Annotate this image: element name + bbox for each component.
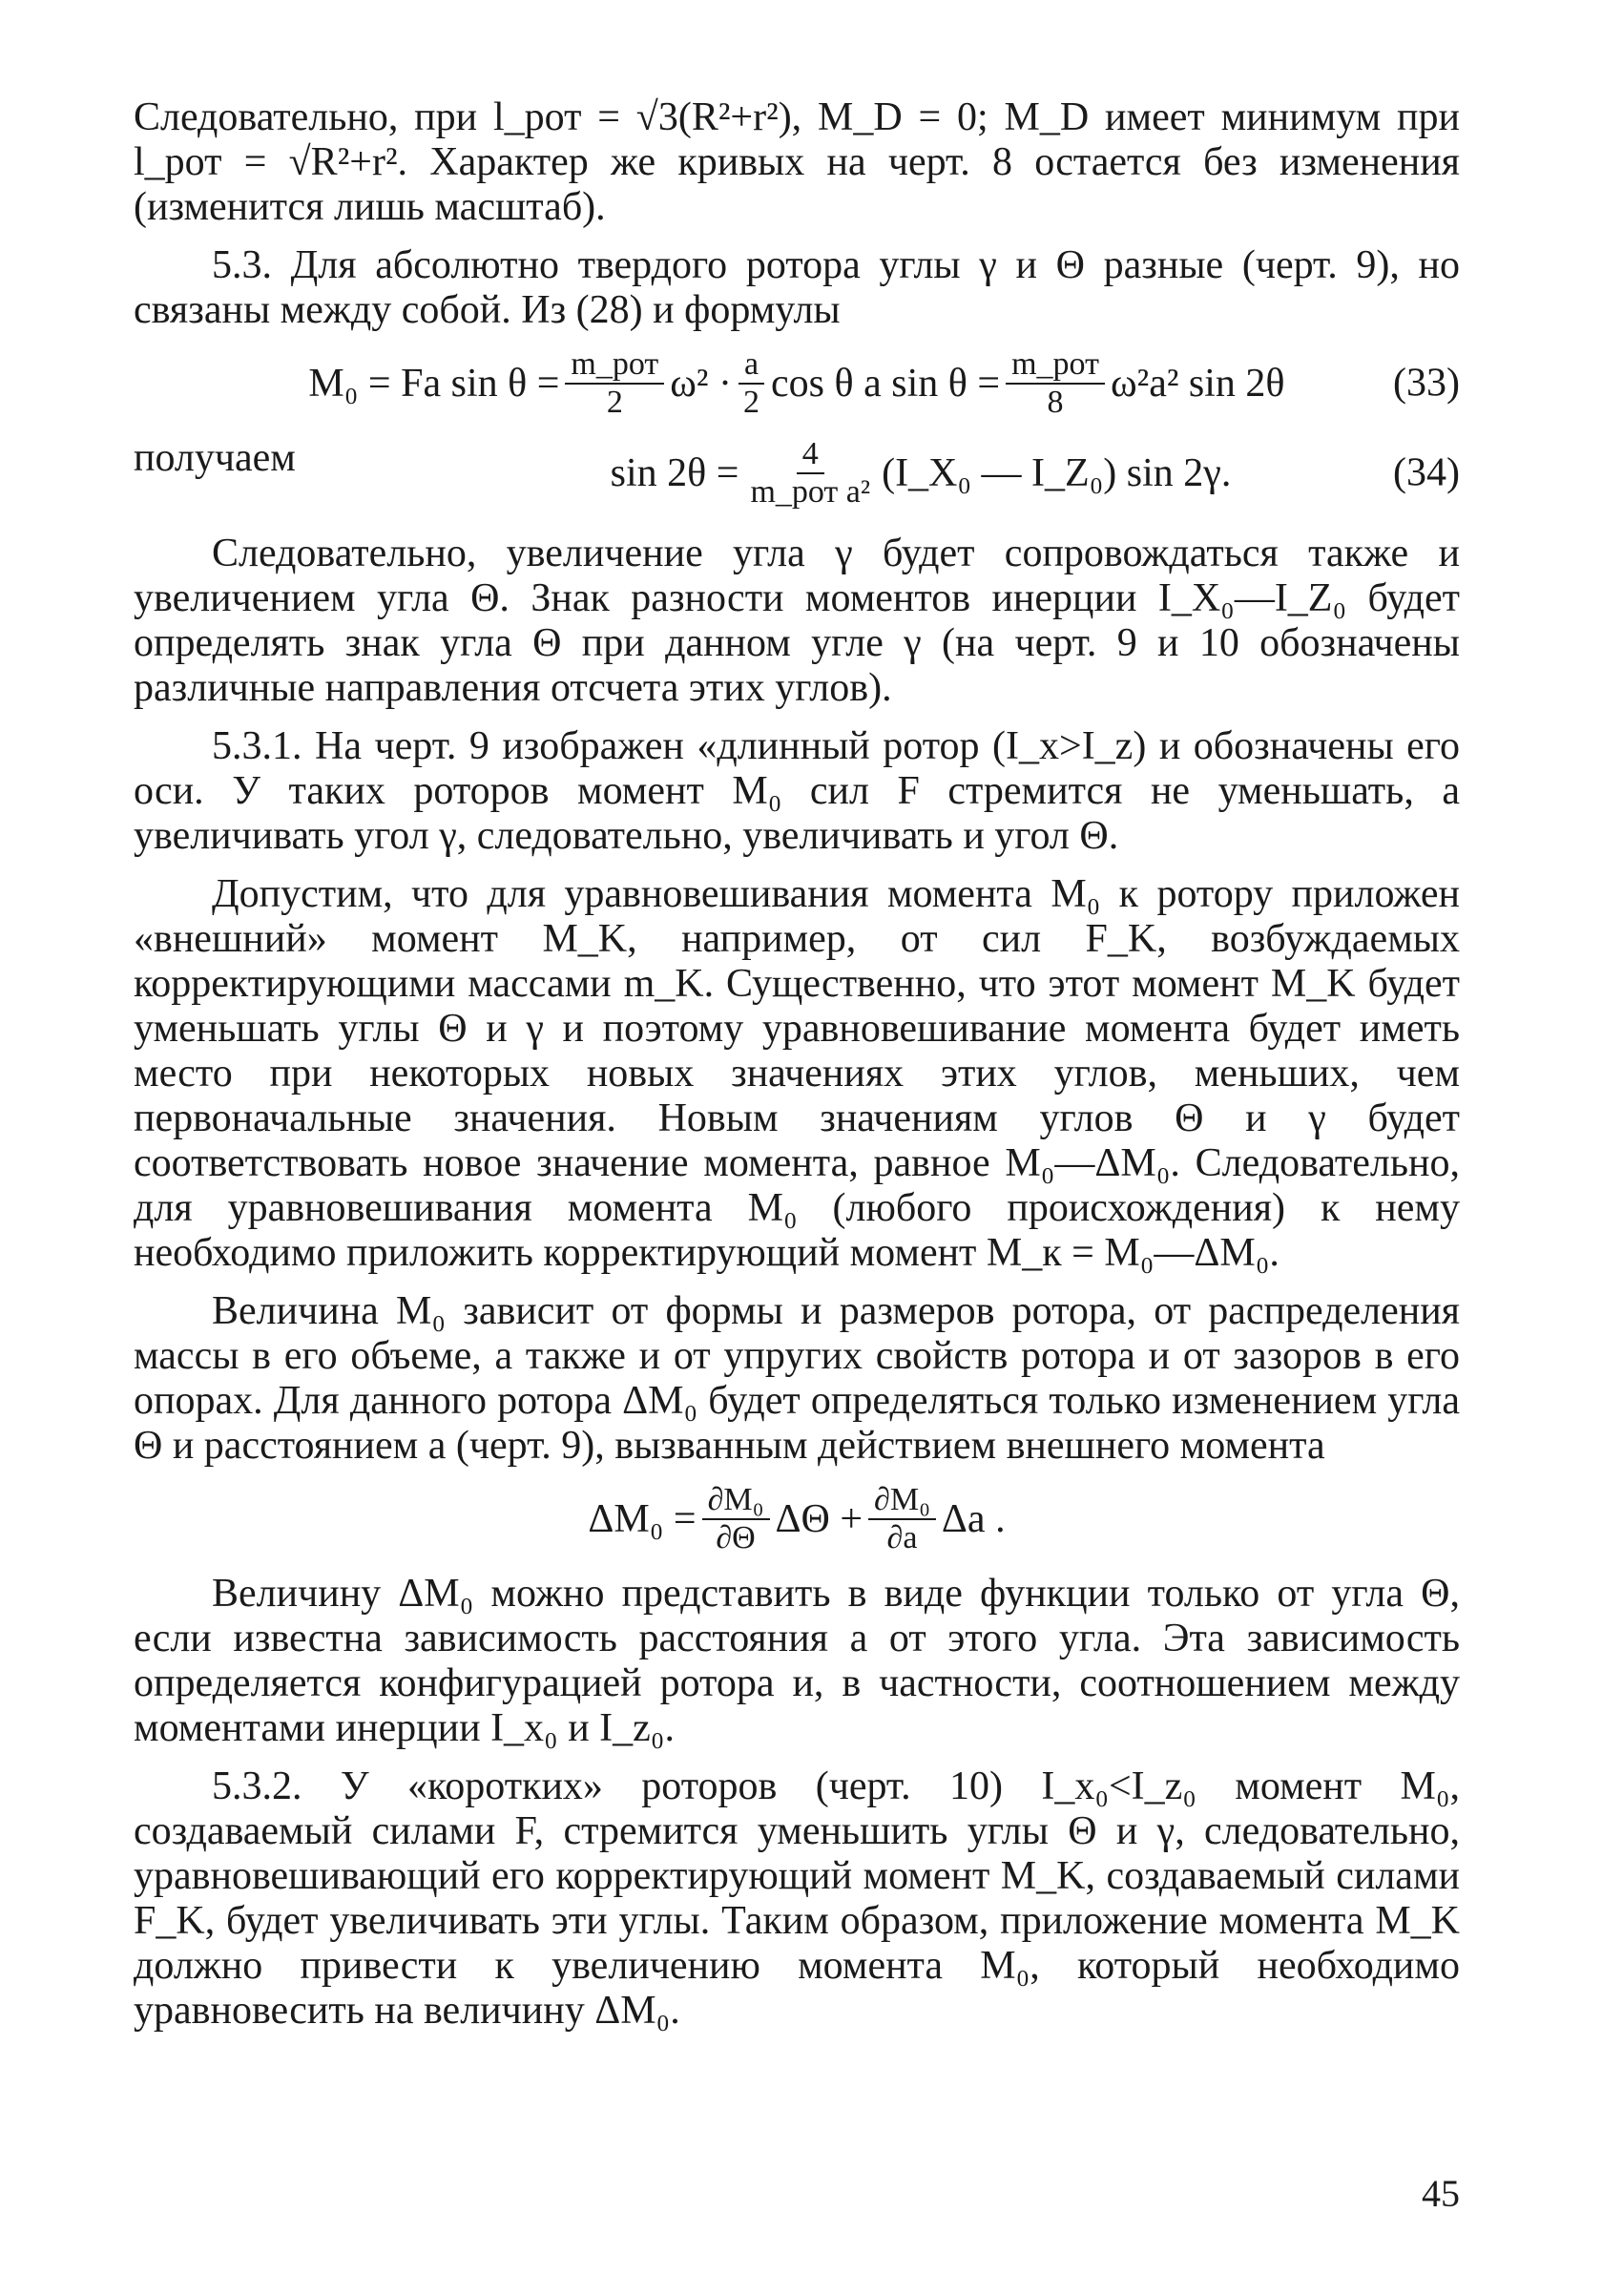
eq35-fraction-2: $\frac{\text{∂M₀}}{\partial a}$ — [868, 1482, 936, 1556]
eq33-fraction-3: $\frac{\text{m\_рот}}{8}$ — [1006, 346, 1105, 421]
eq35-left: ΔM₀ = — [588, 1496, 697, 1541]
paragraph-consequence: Следовательно, увеличение угла γ будет сопровождаться также и увеличением угла Θ. Знак разности моментов инерции I_X₀—I_Z₀ будет определять знак угла Θ при данном угле γ (на черт. 9 и 10 обозначены различные направления отсчета этих углов). — [134, 532, 1460, 710]
eq33-mid-1: ω² · — [670, 361, 733, 406]
eq35-right: Δa . — [941, 1496, 1006, 1541]
equation-33 — [134, 346, 1460, 421]
eq34-left: sin 2θ = — [610, 450, 739, 495]
paragraph-delta-function: Величину ΔM₀ можно представить в виде функции только от угла Θ, если известна зависимость расстояния a от этого угла. Эта зависимость определяется конфигурацией ротора и, в частности, соотношением между моментами инерции I_x₀ и I_z₀. — [134, 1572, 1460, 1750]
paragraph-5-3-2: 5.3.2. У «коротких» роторов (черт. 10) I_x₀<I_z₀ момент M₀, создаваемый силами F, стремится уменьшить углы Θ и γ, следовательно, уравновешивающий его корректирующий момент M_K, создаваемый силами F_K, будет увеличивать эти углы. Таким образом, приложение момента M_K должно привести к увеличению момента M₀, который необходимо уравновесить на величину ΔM₀. — [134, 1764, 1460, 2033]
paragraph-assume: Допустим, что для уравновешивания момента M₀ к ротору приложен «внешний» момент M_K, например, от сил F_K, возбуждаемых корректирующими массами m_K. Существенно, что этот момент M_K будет уменьшать углы Θ и γ и поэтому уравновешивание момента будет иметь место при некоторых новых значениях этих углов, меньших, чем первоначальные значения. Новым значениям углов Θ и γ будет соответствовать новое значение момента, равное M₀—ΔM₀. Следовательно, для уравновешивания момента M₀ (любого происхождения) к нему необходимо приложить корректирующий момент M_к = M₀—ΔM₀. — [134, 872, 1460, 1275]
eq33-fraction-2: $\frac{a}{2}$ — [738, 346, 765, 421]
paragraph-5-3-1: 5.3.1. На черт. 9 изображен «длинный ротор (I_x>I_z) и обозначены его оси. У таких роторов момент M₀ сил F стремится не уменьшать, а увеличивать угол γ, следовательно, увеличивать и угол Θ. — [134, 724, 1460, 858]
equation-delta-m0 — [134, 1482, 1460, 1556]
eq35-fraction-1: $\frac{\text{∂M₀}}{\partial\Theta}$ — [702, 1482, 770, 1556]
page-body — [134, 95, 1460, 2047]
paragraph-magnitude: Величина M₀ зависит от формы и размеров ротора, от распределения массы в его объеме, а также и от упругих свойств ротора и от зазоров в его опорах. Для данного ротора ΔM₀ будет определяться только изменением угла Θ и расстоянием a (черт. 9), вызванным действием внешнего момента — [134, 1289, 1460, 1468]
equation-number-33: (33) — [1393, 361, 1460, 406]
page-number: 45 — [1422, 2172, 1460, 2215]
eq33-right: ω²a² sin 2θ — [1110, 361, 1285, 406]
eq35-mid: ΔΘ + — [775, 1496, 863, 1541]
eq33-fraction-1: $\frac{\text{m\_рот}}{2}$ — [565, 346, 664, 421]
equation-number-34: (34) — [1393, 450, 1460, 495]
eq33-mid-2: cos θ a sin θ = — [771, 361, 1001, 406]
paragraph-5-3: 5.3. Для абсолютно твердого ротора углы γ и Θ разные (черт. 9), но связаны между собой. Из (28) и формулы — [134, 243, 1460, 332]
eq33-left: M₀ = Fa sin θ = — [308, 361, 560, 406]
eq34-right: (I_X₀ — I_Z₀) sin 2γ. — [882, 450, 1232, 495]
paragraph-1: Следовательно, при l_рот = √3(R²+r²), M_D = 0; M_D имеет минимум при l_рот = √R²+r². Характер же кривых на черт. 8 остается без изменения (изменится лишь масштаб). — [134, 95, 1460, 229]
eq34-fraction: $\frac{4}{\text{m\_рот a²}}$ — [750, 436, 871, 510]
eq34-lead-word: получаем — [134, 436, 296, 480]
equation-34 — [134, 436, 1460, 511]
